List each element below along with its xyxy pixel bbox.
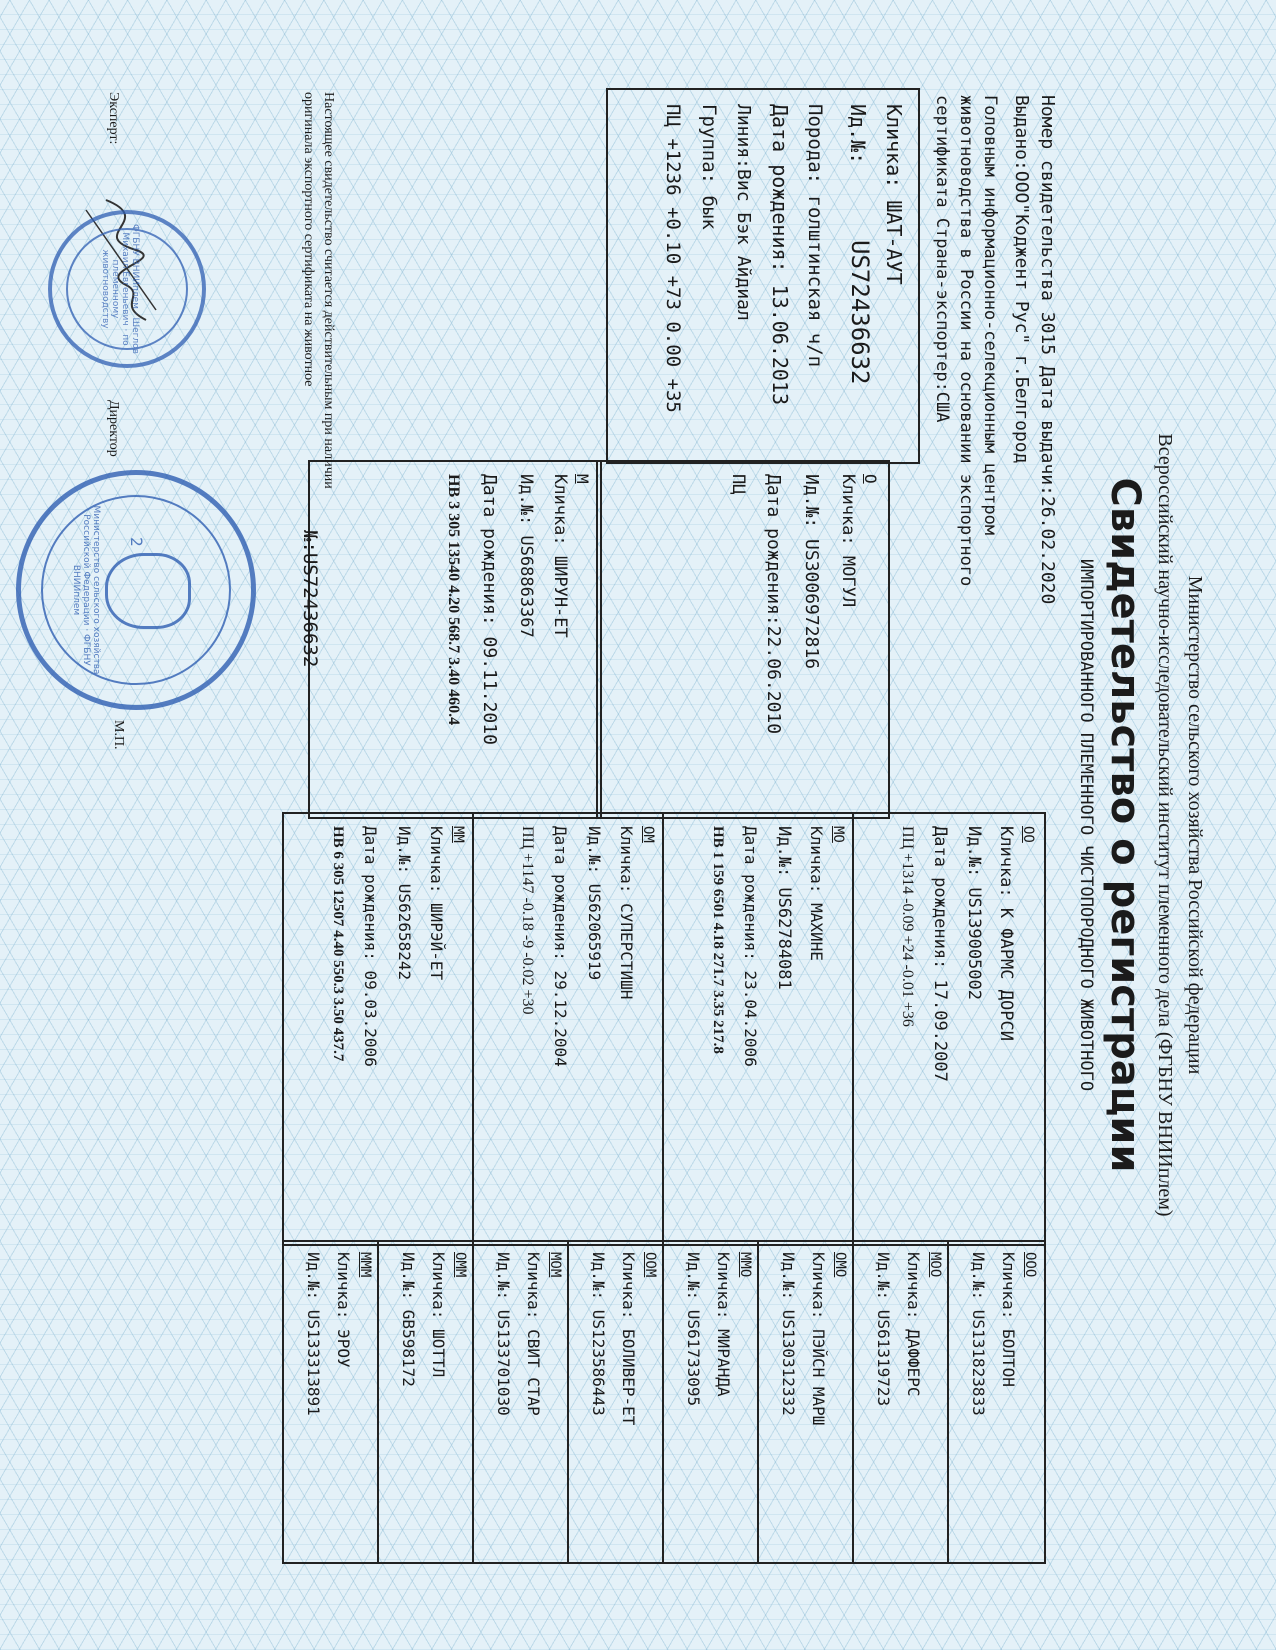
father-id: Ид.№: US3006972816 — [801, 474, 822, 670]
gp-birth: Дата рождения: 09.03.2006 — [361, 826, 380, 1067]
gp-name: Кличка: СУПЕРСТИШН — [617, 826, 636, 1000]
gp-cell — [284, 814, 474, 1244]
gp-id: Ид.№: US139005002 — [964, 826, 984, 1000]
ggp-cell — [472, 1242, 569, 1562]
ggp-role: МММ — [357, 1252, 373, 1278]
animal-box — [606, 88, 920, 464]
gp-name: Кличка: К ФАРМС ДОРСИ — [996, 826, 1016, 1041]
ggp-id: Ид.№: US61733095 — [684, 1252, 703, 1407]
ggp-cell — [757, 1242, 854, 1562]
gp-cell — [662, 814, 854, 1244]
ggp-role: МОМ — [547, 1252, 563, 1278]
ggp-cell — [947, 1242, 1044, 1562]
animal-birth: Дата рождения: 13.06.2013 — [768, 104, 792, 406]
official-seal-number: 2 — [127, 537, 146, 547]
ggp-name: Кличка: ДАФФЕРС — [904, 1252, 923, 1397]
great-grandparents-box — [282, 1240, 1046, 1564]
ggp-cell — [567, 1242, 664, 1562]
mother-birth: Дата рождения: 09.11.2010 — [479, 474, 500, 745]
animal-name: Кличка: ШАТ-АУТ — [882, 104, 906, 285]
ggp-id: Ид.№: US123586443 — [589, 1252, 608, 1416]
ggp-cell — [377, 1242, 474, 1562]
mother-name: Кличка: ШИРУН-ЕТ — [550, 474, 570, 638]
ggp-cell — [662, 1242, 759, 1562]
gp-name: Кличка: МАХИНЕ — [807, 826, 826, 961]
expert-label: Эксперт: — [106, 92, 121, 145]
gp-birth: Дата рождения: 29.12.2004 — [551, 826, 570, 1067]
ggp-id: Ид.№: US133313891 — [304, 1252, 323, 1416]
ggp-name: Кличка: СВИТ СТАР — [524, 1252, 543, 1416]
ggp-name: Кличка: МИРАНДА — [714, 1252, 733, 1397]
page-subtitle: ИМПОРТИРОВАННОГО ПЛЕМЕННОГО ЧИСТОПОРОДНОГО ЖИВОТНОГО — [1076, 558, 1096, 1092]
director-label: Директор — [106, 400, 121, 457]
institute-line: Всероссийский научно-исследовательский институт племенного дела (ФГБНУ ВНИИплем) — [1154, 433, 1176, 1217]
gp-role: ММ — [450, 826, 466, 843]
gp-role: ОМ — [640, 826, 656, 843]
gp-birth: Дата рождения: 17.09.2007 — [930, 826, 950, 1082]
ggp-role: ООМ — [642, 1252, 658, 1278]
ggp-name: Кличка: ЭРОУ — [334, 1252, 353, 1368]
gp-role: МО — [830, 826, 846, 843]
animal-id-label: Ид.№: — [846, 104, 870, 165]
cert-basis-3: сертификата Страна-экспортер:США — [932, 95, 952, 423]
mother-id: Ид.№: US68863367 — [516, 474, 536, 638]
gp-extra: ПЦ +1147 -0.18 -9 -0.02 +30 — [519, 826, 536, 1015]
ggp-cell — [284, 1242, 379, 1562]
validity-note-1: Настоящее свидетельство считается действительным при наличии — [321, 92, 336, 489]
expert-stamp-text: ФГБНУ ВНИИплем · Шеглов Михаил Евгеньевич · по племенному животноводству — [100, 224, 140, 354]
page-title: Свидетельство о регистрации — [1102, 477, 1148, 1173]
gp-cell — [472, 814, 664, 1244]
expert-stamp — [48, 210, 206, 368]
gp-id: Ид.№: US62065919 — [585, 826, 604, 981]
ggp-role: ОМО — [832, 1252, 848, 1278]
ggp-id: Ид.№: US133701030 — [494, 1252, 513, 1416]
mother-box — [308, 460, 602, 819]
ggp-name: Кличка: ПЭЙСН МАРШ — [809, 1252, 828, 1426]
ggp-role: МОО — [927, 1252, 943, 1278]
gp-role: ОО — [1020, 826, 1036, 843]
ministry-line: Министерство сельского хозяйства Российской федерации — [1184, 575, 1206, 1075]
ggp-id: Ид.№: US61319723 — [874, 1252, 893, 1407]
gp-id: Ид.№: US62784081 — [774, 826, 794, 990]
animal-line: Линия:Вис Бэк Айдиал — [733, 104, 754, 321]
validity-note-2: оригинала экспортного сертификата на животное — [301, 92, 316, 387]
father-box — [596, 460, 890, 819]
father-name: Кличка: МОГУЛ — [838, 474, 858, 608]
gp-id: Ид.№: US62658242 — [395, 826, 414, 981]
gp-extra: НВ 1 159 6501 4.18 271.7 3.35 217.8 — [710, 826, 726, 1054]
mp-label: М.П. — [111, 720, 126, 750]
mother-nv: НВ 3 305 13540 4.20 568.7 3.40 460.4 — [445, 474, 462, 726]
ggp-cell — [852, 1242, 949, 1562]
cert-issued: Выдано:ООО"Коджент Рус" г.Белгород — [1011, 95, 1032, 464]
ggp-id: Ид.№: US130312332 — [779, 1252, 798, 1416]
ggp-id: Ид.№: US131823833 — [969, 1252, 988, 1416]
ggp-name: Кличка: БОЛТОН — [999, 1252, 1018, 1387]
mother-role: М — [573, 474, 592, 484]
father-birth: Дата рождения:22.06.2010 — [763, 474, 784, 735]
ggp-role: ООО — [1022, 1252, 1038, 1278]
ggp-name: Кличка: БОЛИВЕР-ЕТ — [619, 1252, 638, 1426]
gp-cell — [852, 814, 1044, 1244]
emblem-icon — [105, 553, 191, 629]
ggp-role: ОММ — [452, 1252, 468, 1278]
animal-group: Группа: бык — [698, 104, 720, 230]
ggp-role: ММО — [737, 1252, 753, 1278]
gp-birth: Дата рождения: 23.04.2006 — [741, 826, 760, 1067]
father-pc: ПЦ — [728, 474, 748, 495]
grandparents-box — [282, 812, 1046, 1246]
official-seal-text: Министерство сельского хозяйства Российской Федерации · ФГБНУ ВНИИплем — [71, 505, 101, 675]
ggp-id: Ид.№: GB598172 — [399, 1252, 418, 1387]
ggp-name: Кличка: ШОТТЛ — [429, 1252, 448, 1378]
validity-note-number: №:US72436632 — [299, 530, 321, 668]
animal-pc: ПЦ +1236 +0.10 +73 0.00 +35 — [662, 104, 684, 413]
official-seal — [16, 470, 256, 710]
animal-breed: Порода: голштинская ч/п — [804, 104, 826, 368]
cert-basis-2: животноводства в России на основании экспортного — [956, 95, 976, 587]
cert-number: Номер свидетельства 3015 Дата выдачи:26.02.2020 — [1037, 95, 1058, 605]
animal-id-value: US72436632 — [846, 240, 874, 385]
father-role: О — [861, 474, 880, 484]
gp-extra: ПЦ +1314 -0.09 +24 -0.01 +36 — [899, 826, 916, 1027]
cert-basis-1: Головным информационно-селекционным центром — [980, 95, 1000, 536]
gp-name: Кличка: ШИРЭЙ-ЕТ — [427, 826, 446, 981]
gp-extra: НВ 6 305 12507 4.40 550.3 3.50 437.7 — [330, 826, 346, 1062]
